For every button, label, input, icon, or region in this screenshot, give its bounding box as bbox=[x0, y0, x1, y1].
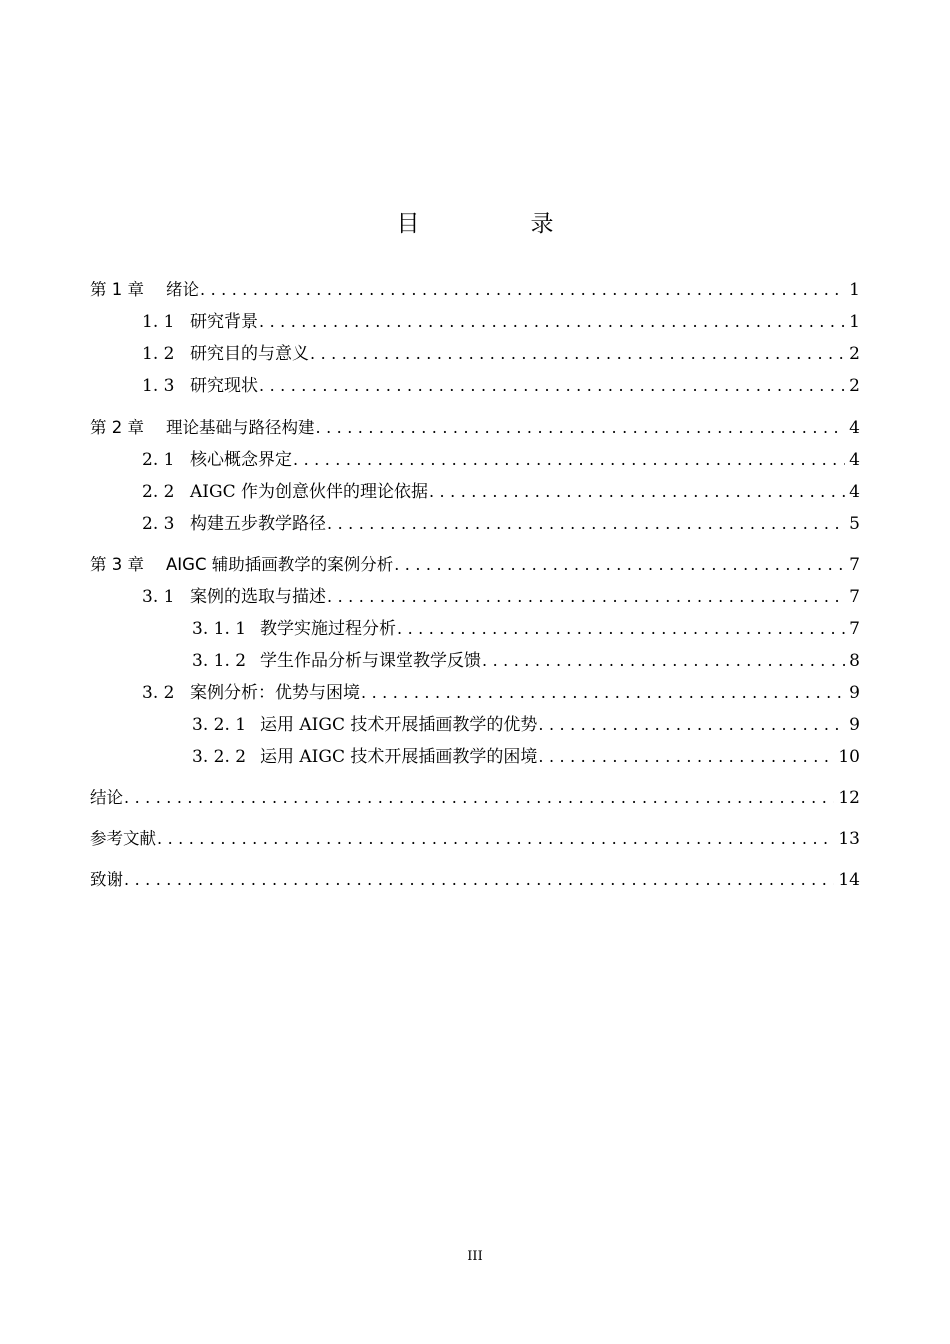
toc-entry-page: 12 bbox=[838, 788, 860, 808]
toc-entry-number: 第 1 章 bbox=[90, 280, 144, 299]
toc-title: 目 录 bbox=[396, 211, 598, 237]
toc-entry-label: AIGC 辅助插画教学的案例分析 bbox=[166, 555, 394, 574]
toc-entry-page: 4 bbox=[849, 482, 860, 502]
toc-entry-number: 1. 2 bbox=[142, 344, 175, 364]
dot-leader bbox=[293, 448, 845, 472]
toc-entry-page: 1 bbox=[849, 312, 860, 332]
toc-entry[interactable] bbox=[0, 342, 950, 366]
toc-entry-label: 构建五步教学路径 bbox=[190, 514, 326, 534]
toc-entry-label: 研究目的与意义 bbox=[190, 344, 309, 364]
toc-entry-page: 7 bbox=[849, 587, 860, 607]
toc-entry-heading bbox=[142, 480, 428, 504]
toc-entry-label: 致谢 bbox=[90, 870, 123, 889]
dot-leader bbox=[124, 786, 834, 810]
toc-entry-number: 第 2 章 bbox=[90, 418, 144, 437]
toc-entry-heading bbox=[90, 786, 123, 810]
toc-entry-label: 绪论 bbox=[166, 280, 199, 299]
toc-entry-heading bbox=[142, 585, 326, 609]
dot-leader bbox=[200, 278, 845, 302]
toc-entry-number: 3. 2. 2 bbox=[192, 747, 247, 767]
toc-entry[interactable] bbox=[0, 310, 950, 334]
dot-leader bbox=[482, 649, 845, 673]
dot-leader bbox=[157, 827, 834, 851]
toc-entry-heading bbox=[192, 745, 537, 769]
toc-entry-number: 2. 3 bbox=[142, 514, 175, 534]
toc-entry-heading bbox=[142, 374, 258, 398]
toc-entry[interactable] bbox=[0, 827, 950, 851]
dot-leader bbox=[259, 310, 845, 334]
dot-leader bbox=[316, 416, 846, 440]
toc-entry-heading bbox=[90, 278, 199, 302]
dot-leader bbox=[124, 868, 834, 892]
dot-leader bbox=[394, 553, 845, 577]
toc-entry[interactable] bbox=[0, 278, 950, 302]
dot-leader bbox=[538, 745, 834, 769]
dot-leader bbox=[310, 342, 845, 366]
toc-entry-label: 结论 bbox=[90, 788, 123, 807]
toc-entry[interactable] bbox=[0, 649, 950, 673]
toc-entry-page: 9 bbox=[849, 715, 860, 735]
dot-leader bbox=[429, 480, 845, 504]
toc-entry-heading bbox=[142, 681, 360, 705]
toc-entry[interactable] bbox=[0, 512, 950, 536]
toc-entry[interactable] bbox=[0, 416, 950, 440]
toc-entry-label: 研究背景 bbox=[190, 312, 258, 332]
toc-entry-page: 2 bbox=[849, 376, 860, 396]
toc-entry-label: 教学实施过程分析 bbox=[260, 619, 396, 639]
toc-entry-number: 3. 1. 2 bbox=[192, 651, 247, 671]
toc-entry-label: 案例分析：优势与困境 bbox=[190, 683, 360, 703]
toc-entry-number: 3. 2. 1 bbox=[192, 715, 247, 735]
toc-entry-page: 9 bbox=[849, 683, 860, 703]
dot-leader bbox=[538, 713, 845, 737]
toc-entry-label: 运用 AIGC 技术开展插画教学的优势 bbox=[260, 715, 538, 735]
toc-entry-heading bbox=[142, 342, 309, 366]
toc-entry[interactable] bbox=[0, 374, 950, 398]
toc-entry-label: 研究现状 bbox=[190, 376, 258, 396]
toc-entry-page: 8 bbox=[849, 651, 860, 671]
toc-entry-heading bbox=[90, 416, 315, 440]
toc-entry-heading bbox=[142, 512, 326, 536]
toc-entry-page: 10 bbox=[838, 747, 860, 767]
toc-entry-number: 1. 3 bbox=[142, 376, 175, 396]
toc-entry-page: 4 bbox=[849, 418, 860, 438]
dot-leader bbox=[327, 512, 845, 536]
toc-entry-page: 7 bbox=[849, 619, 860, 639]
dot-leader bbox=[397, 617, 845, 641]
toc-entry-label: 案例的选取与描述 bbox=[190, 587, 326, 607]
toc-entry-number: 3. 1. 1 bbox=[192, 619, 247, 639]
toc-entry-label: 核心概念界定 bbox=[190, 450, 292, 470]
toc-entry-number: 3. 1 bbox=[142, 587, 175, 607]
toc-entry[interactable] bbox=[0, 713, 950, 737]
toc-entry-number: 2. 1 bbox=[142, 450, 175, 470]
toc-entry-heading bbox=[90, 827, 156, 851]
toc-entry-heading bbox=[192, 713, 537, 737]
toc-entry[interactable] bbox=[0, 786, 950, 810]
toc-entry-number: 3. 2 bbox=[142, 683, 175, 703]
toc-entry-label: AIGC 作为创意伙伴的理论依据 bbox=[190, 482, 428, 502]
toc-entry-page: 1 bbox=[849, 280, 860, 300]
dot-leader bbox=[361, 681, 845, 705]
toc-entry-heading bbox=[192, 649, 481, 673]
toc-entry-number: 1. 1 bbox=[142, 312, 175, 332]
toc-entry-page: 7 bbox=[849, 555, 860, 575]
dot-leader bbox=[327, 585, 845, 609]
toc-entry-heading bbox=[142, 310, 258, 334]
toc-entry-label: 理论基础与路径构建 bbox=[166, 418, 315, 437]
dot-leader bbox=[259, 374, 845, 398]
toc-entry-label: 运用 AIGC 技术开展插画教学的困境 bbox=[260, 747, 538, 767]
toc-entry[interactable] bbox=[0, 448, 950, 472]
toc-entry[interactable] bbox=[0, 617, 950, 641]
toc-entry-heading bbox=[90, 868, 123, 892]
toc-entry-label: 参考文献 bbox=[90, 829, 156, 848]
toc-entry-heading bbox=[192, 617, 396, 641]
toc-entry[interactable] bbox=[0, 681, 950, 705]
toc-entry-page: 5 bbox=[849, 514, 860, 534]
toc-entry[interactable] bbox=[0, 553, 950, 577]
toc-entry-page: 13 bbox=[838, 829, 860, 849]
toc-entry-page: 4 bbox=[849, 450, 860, 470]
toc-entry-heading bbox=[142, 448, 292, 472]
toc-entry[interactable] bbox=[0, 868, 950, 892]
toc-entry-label: 学生作品分析与课堂教学反馈 bbox=[260, 651, 481, 671]
toc-entry[interactable] bbox=[0, 745, 950, 769]
page-number: III bbox=[467, 1249, 483, 1264]
toc-entry-number: 2. 2 bbox=[142, 482, 175, 502]
toc-entry-heading bbox=[90, 553, 393, 577]
toc-entry[interactable] bbox=[0, 480, 950, 504]
toc-entry-page: 2 bbox=[849, 344, 860, 364]
toc-entry-number: 第 3 章 bbox=[90, 555, 144, 574]
toc-entry[interactable] bbox=[0, 585, 950, 609]
toc-entry-page: 14 bbox=[838, 870, 860, 890]
